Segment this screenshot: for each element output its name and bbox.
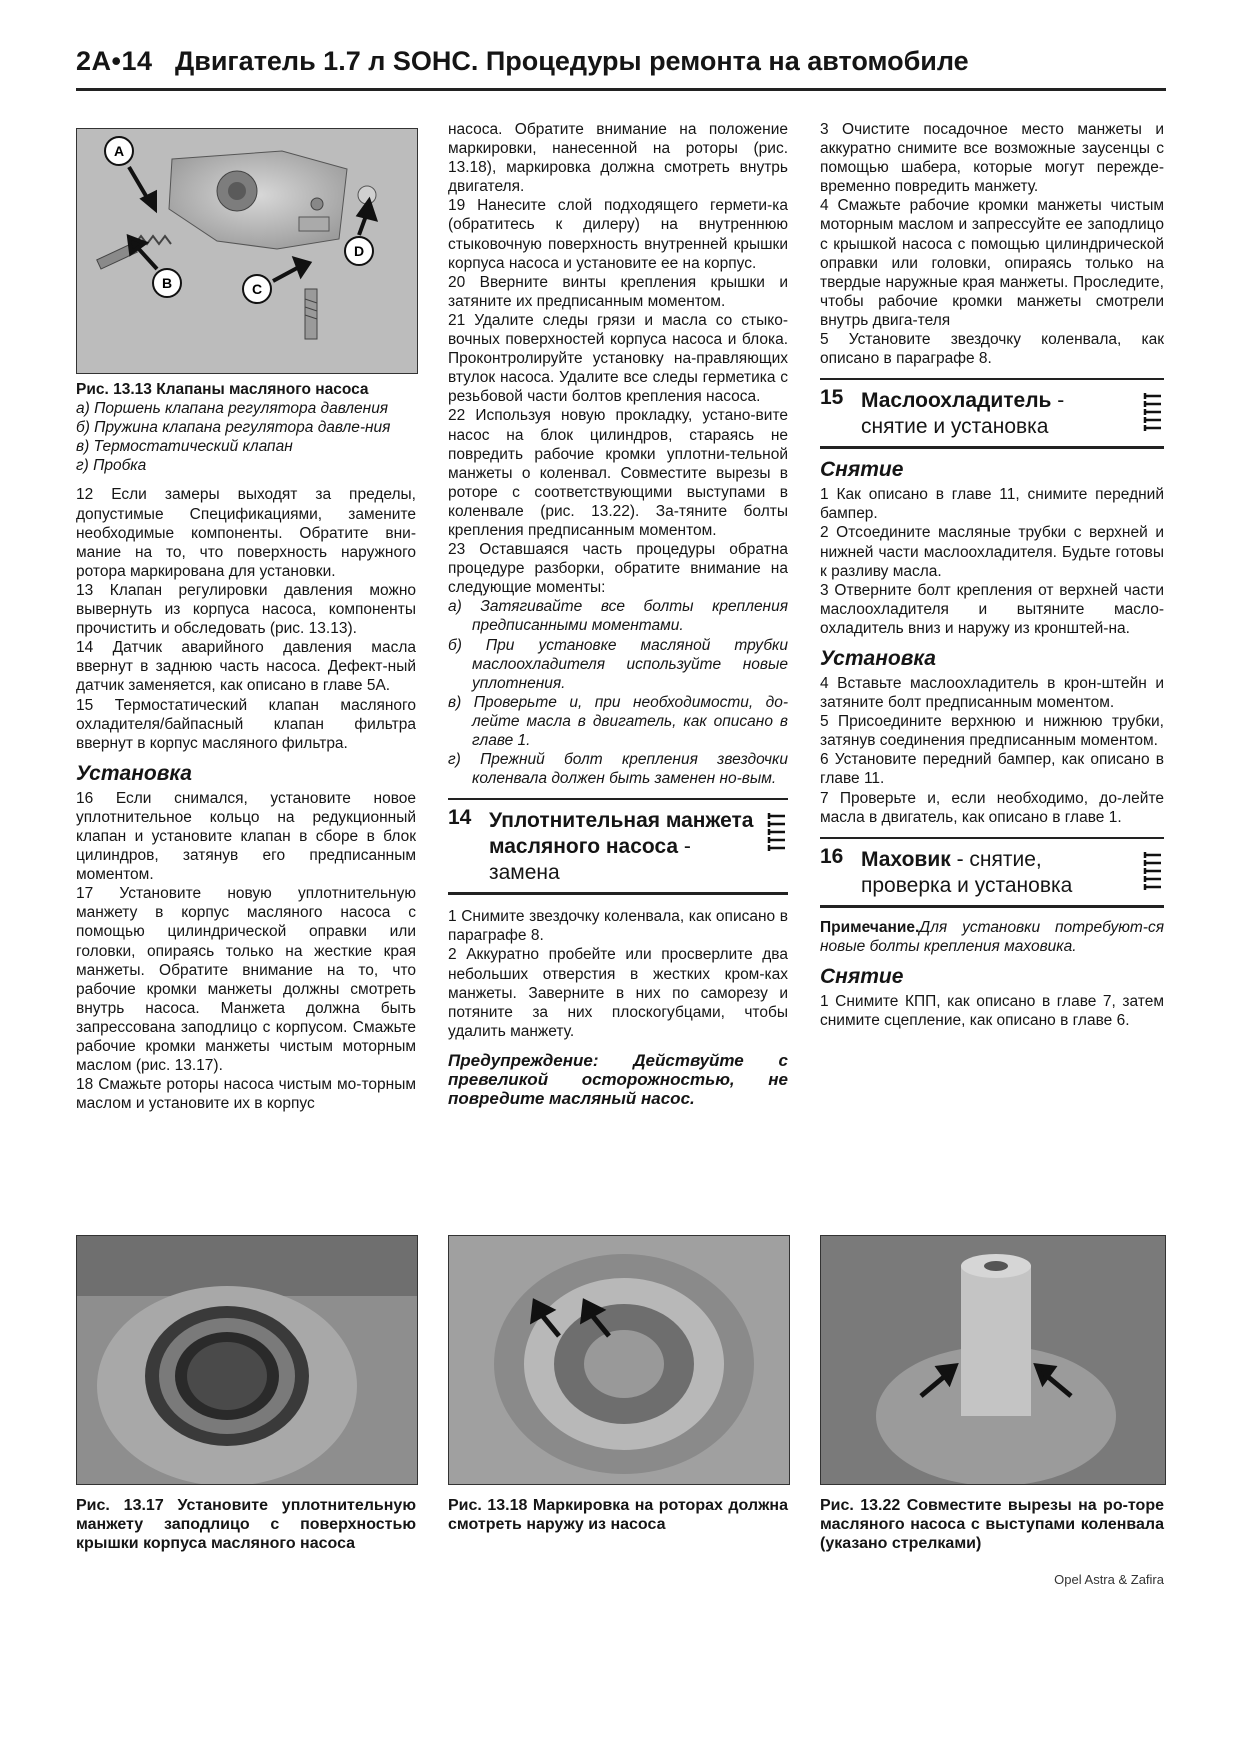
figure-13-13-photo bbox=[76, 128, 418, 374]
section-title: Маховик bbox=[861, 847, 951, 871]
paragraph: 13 Клапан регулировки давления можно вывернуть из корпуса насоса, компоненты прочистить и обследовать (рис. 13.13). bbox=[76, 581, 416, 638]
paragraph: 1 Снимите КПП, как описано в главе 7, затем снимите сцепление, как описано в главе 6. bbox=[820, 992, 1164, 1029]
footer-book-title: Opel Astra & Zafira bbox=[1054, 1572, 1164, 1587]
legend-item: г) Пробка bbox=[76, 457, 147, 475]
crankshaft-photo bbox=[821, 1236, 1165, 1484]
paragraph: 1 Снимите звездочку коленвала, как описано в параграфе 8. bbox=[448, 908, 788, 945]
section-title: Маслоохладитель bbox=[861, 389, 1052, 413]
paragraph: насоса. Обратите внимание на положение маркировки, нанесенной на роторы (рис. 13.18), маркировка должна смотреть внутрь двигателя. bbox=[448, 121, 788, 196]
pump-rotor-photo bbox=[449, 1236, 789, 1484]
section-15-heading bbox=[820, 378, 1164, 449]
section-subtitle: - замена bbox=[489, 835, 691, 885]
section-16-heading bbox=[820, 837, 1164, 908]
paragraph: 5 Присоедините верхнюю и нижнюю трубки, затянув соединения предписанным моментом. bbox=[820, 713, 1164, 750]
callout-c: C bbox=[251, 281, 263, 297]
section-title: Уплотнительная манжета масляного насоса bbox=[489, 809, 754, 859]
section-number: 14 bbox=[448, 806, 472, 830]
paragraph: 6 Установите передний бампер, как описано в главе 11. bbox=[820, 751, 1164, 788]
note-item: а) Затягивайте все болты крепления предписанными моментами. bbox=[448, 598, 788, 635]
difficulty-spanner-icon bbox=[766, 810, 788, 860]
page-number: 2A•14 bbox=[76, 46, 153, 76]
warning-text: Предупреждение: Действуйте с превеликой осторожностью, не повредите масляный насос. bbox=[448, 1050, 788, 1108]
oil-pump-valves-illustration bbox=[77, 129, 417, 373]
paragraph: 14 Датчик аварийного давления масла ввернут в заднюю часть насоса. Дефект-ный датчик заменяется, как описано в главе 5А. bbox=[76, 639, 416, 695]
section-subtitle: - снятие и установка bbox=[861, 389, 1065, 439]
figure-13-17-photo bbox=[76, 1235, 418, 1485]
subheading-installation: Установка bbox=[820, 646, 936, 670]
paragraph: 15 Термостатический клапан масляного охладителя/байпасный клапан фильтра ввернут в корпус масляного фильтра. bbox=[76, 696, 416, 752]
paragraph: 21 Удалите следы грязи и масла со стыко-вочных поверхностей корпуса насоса и блока. Проконтролируйте установку на-правляющих втулок насоса. Удалите все следы герметика с резьбовой части болтов крепления насоса. bbox=[448, 311, 788, 406]
figure-13-17-caption: Рис. 13.17 Установите уплотнительную манжету заподлицо с поверхностью крышки корпуса масляного насоса bbox=[76, 1497, 416, 1552]
callout-d: D bbox=[353, 243, 365, 259]
paragraph: 3 Отверните болт крепления от верхней части маслоохладителя и вытяните масло-охладитель вниз и наружу из кронштей-на. bbox=[820, 581, 1164, 637]
paragraph: 12 Если замеры выходят за пределы, допустимые Спецификациями, замените необходимые компоненты. Обратите вни-мание на то, что поверхность наружного ротора маркирована для установки. bbox=[76, 486, 416, 580]
note-item: в) Проверьте и, при необходимости, до-лейте масла в двигатель, как описано в главе 1. bbox=[448, 693, 788, 749]
paragraph: 22 Используя новую прокладку, устано-вите насос на блок цилиндров, стараясь не повредить рабочие кромки уплотни-тельной манжеты о коленвал. Совместите вырезы в роторе с соответствующими выступами в коленвале (рис. 13.22). За-тяните болты крепления предписанным моментом. bbox=[448, 407, 788, 539]
page-title: Двигатель 1.7 л SOHC. Процедуры ремонта на автомобиле bbox=[175, 46, 969, 76]
note-paragraph bbox=[820, 918, 1164, 956]
note-item: б) При установке масляной трубки маслоохладителя используйте новые уплотнения. bbox=[448, 636, 788, 692]
paragraph: 5 Установите звездочку коленвала, как описано в параграфе 8. bbox=[820, 331, 1164, 368]
paragraph: 2 Аккуратно пробейте или просверлите два небольших отверстия в жестких кром-ках манжеты. Заверните в них по саморезу и потяните за них плоскогубцами, чтобы удалить манжету. bbox=[448, 946, 788, 1040]
legend-item: б) Пружина клапана регулятора давле-ния bbox=[76, 419, 391, 437]
paragraph: 4 Смажьте рабочие кромки манжеты чистым моторным маслом и запрессуйте ее заподлицо с крышкой насоса с помощью цилиндрической оправки или головки, опираясь только на твердые наружные края манжеты. Проследите, чтобы рабочие кромки манжеты смотрели внутрь двига-теля bbox=[820, 197, 1164, 329]
page-header bbox=[76, 44, 1166, 91]
difficulty-spanner-icon bbox=[1142, 849, 1164, 899]
paragraph: 7 Проверьте и, если необходимо, до-лейте масла в двигатель, как описано в главе 1. bbox=[820, 789, 1164, 826]
note-label: Примечание. bbox=[820, 918, 920, 936]
paragraph: 23 Оставшаяся часть процедуры обратна процедуре разборки, обратите внимание на следующие моменты: bbox=[448, 541, 788, 597]
section-14-heading bbox=[448, 798, 788, 895]
figure-13-13-caption: Рис. 13.13 Клапаны масляного насоса bbox=[76, 381, 369, 398]
paragraph: 2 Отсоедините масляные трубки с верхней и нижней части маслоохладителя. Будьте готовы к разливу масла. bbox=[820, 524, 1164, 580]
callout-a: A bbox=[113, 143, 125, 159]
legend-item: в) Термостатический клапан bbox=[76, 438, 293, 456]
paragraph: 1 Как описано в главе 11, снимите передний бампер. bbox=[820, 486, 1164, 523]
notes-list bbox=[448, 597, 788, 788]
subheading-installation: Установка bbox=[76, 761, 192, 785]
paragraph: 4 Вставьте маслоохладитель в крон-штейн и затяните болт предписанным моментом. bbox=[820, 674, 1164, 712]
note-item: г) Прежний болт крепления звездочки коленвала должен быть заменен но-вым. bbox=[448, 751, 788, 788]
paragraph: 19 Нанесите слой подходящего гермети-ка (обратитесь к дилеру) на внутреннюю стыковочную поверхность внутренней крышки корпуса насоса и установите ее на корпус. bbox=[448, 197, 788, 272]
paragraph: 16 Если снимался, установите новое уплотнительное кольцо на редукционный клапан и установите клапан в сборе в блок цилиндров, затянув его предписанным моментом. bbox=[76, 789, 416, 884]
difficulty-spanner-icon bbox=[1142, 390, 1164, 440]
subheading-removal: Снятие bbox=[820, 458, 904, 482]
paragraph: 17 Установите новую уплотнительную манжету в корпус масляного насоса с помощью цилиндрической оправки или головки, опираясь только на жесткие края манжеты. Обратите внимание на то, что рабочие кромки манжеты должны смотреть внутрь насоса. Манжета должна быть запрессована заподлицо с корпусом. Смажьте рабочие кромки манжеты чистым моторным маслом (рис. 13.17). bbox=[76, 885, 416, 1075]
paragraph: 18 Смажьте роторы насоса чистым мо-торным маслом и установите их в корпус bbox=[76, 1076, 416, 1113]
column-2 bbox=[448, 120, 788, 1108]
section-subtitle: - снятие, проверка и установка bbox=[861, 847, 1073, 897]
figure-13-18-caption: Рис. 13.18 Маркировка на роторах должна смотреть наружу из насоса bbox=[448, 1497, 788, 1533]
oil-seal-photo bbox=[77, 1236, 417, 1484]
figure-13-13-legend bbox=[76, 399, 416, 475]
paragraph: 20 Вверните винты крепления крышки и затяните их предписанным моментом. bbox=[448, 273, 788, 310]
callout-b: B bbox=[161, 275, 173, 291]
column-1 bbox=[76, 380, 416, 1113]
paragraph: 3 Очистите посадочное место манжеты и аккуратно снимите все возможные заусенцы с помощью шабера, которые могут пережде-временно повредить манжету. bbox=[820, 121, 1164, 196]
section-number: 15 bbox=[820, 386, 844, 410]
figure-13-18-photo bbox=[448, 1235, 790, 1485]
column-3 bbox=[820, 120, 1164, 1030]
figure-13-22-caption: Рис. 13.22 Совместите вырезы на ро-торе масляного насоса с выступами коленвала (указано стрелками) bbox=[820, 1497, 1164, 1552]
section-number: 16 bbox=[820, 844, 844, 868]
figure-13-22-photo bbox=[820, 1235, 1166, 1485]
subheading-removal: Снятие bbox=[820, 964, 904, 988]
note-text: Для установки потребуют-ся новые болты крепления маховика. bbox=[820, 918, 1164, 955]
legend-item: а) Поршень клапана регулятора давления bbox=[76, 400, 389, 418]
